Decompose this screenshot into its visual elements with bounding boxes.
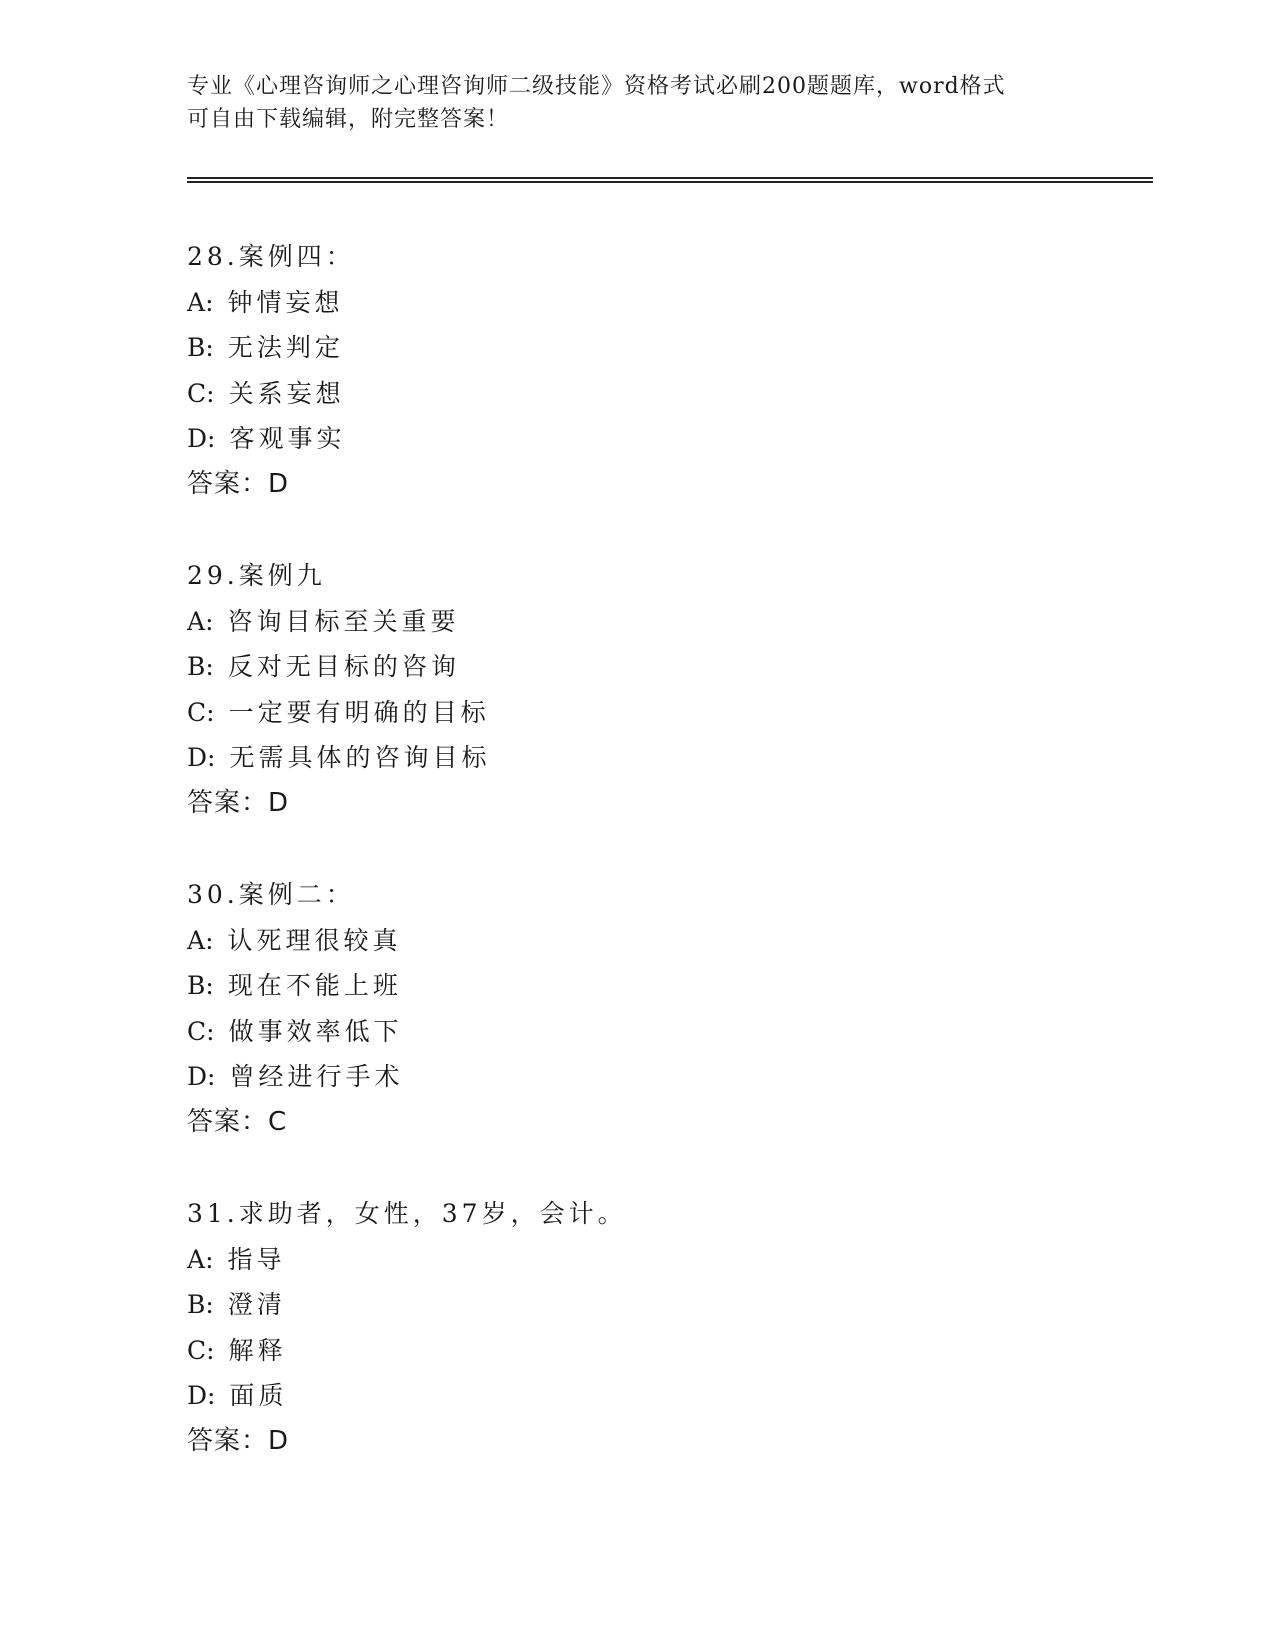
- option-separator: :: [205, 652, 214, 681]
- option-text: 面质: [229, 1381, 288, 1410]
- option-c: [187, 690, 1087, 736]
- option-letter: B: [187, 652, 206, 681]
- question-stem: [187, 234, 1087, 280]
- option-text: 现在不能上班: [227, 971, 402, 1000]
- question-number: 31.: [187, 1199, 239, 1228]
- option-separator: :: [207, 1381, 216, 1410]
- option-letter: D: [187, 1062, 208, 1091]
- option-letter: D: [187, 424, 208, 453]
- option-a: [187, 599, 1087, 645]
- answer-line: [187, 462, 1087, 508]
- option-a: [187, 1237, 1087, 1283]
- option-letter: D: [187, 743, 208, 772]
- answer-line: [187, 1419, 1087, 1465]
- option-d: [187, 1373, 1087, 1419]
- option-letter: B: [187, 1290, 206, 1319]
- answer-label: 答案：: [187, 1106, 269, 1137]
- question-31: [187, 1191, 1087, 1464]
- question-number: 30.: [187, 880, 239, 909]
- option-d: [187, 1054, 1087, 1100]
- option-text: 认死理很较真: [227, 925, 402, 955]
- option-letter: A: [187, 287, 206, 317]
- option-separator: :: [207, 743, 216, 772]
- option-separator: :: [207, 424, 216, 453]
- option-letter: B: [187, 333, 206, 362]
- answer-value: D: [268, 1425, 290, 1456]
- question-text: 案例二：: [238, 880, 355, 909]
- answer-value: D: [268, 468, 290, 499]
- question-text: 求助者，女性，37岁，会计。: [238, 1199, 627, 1228]
- option-c: [187, 1328, 1087, 1374]
- answer-label: 答案：: [187, 1425, 269, 1456]
- question-stem: [187, 553, 1087, 599]
- option-a: [187, 280, 1087, 326]
- option-letter: A: [187, 1244, 206, 1274]
- question-30: [187, 872, 1087, 1145]
- option-letter: C: [187, 1335, 207, 1365]
- question-stem: [187, 1191, 1087, 1237]
- option-c: [187, 1009, 1087, 1055]
- option-separator: :: [205, 1290, 214, 1319]
- answer-label: 答案：: [187, 787, 269, 818]
- option-separator: :: [205, 971, 214, 1000]
- header-divider-top: [187, 177, 1153, 179]
- option-separator: :: [206, 1335, 215, 1365]
- option-d: [187, 735, 1087, 781]
- question-29: [187, 553, 1087, 826]
- option-text: 钟情妄想: [227, 287, 344, 317]
- answer-line: [187, 781, 1087, 827]
- option-text: 解释: [228, 1335, 287, 1365]
- option-c: [187, 371, 1087, 417]
- option-b: [187, 325, 1087, 371]
- option-separator: :: [205, 925, 214, 955]
- option-letter: C: [187, 378, 207, 408]
- option-separator: :: [207, 1062, 216, 1091]
- option-b: [187, 644, 1087, 690]
- answer-line: [187, 1100, 1087, 1146]
- option-separator: :: [205, 333, 214, 362]
- option-text: 无需具体的咨询目标: [229, 743, 491, 772]
- option-b: [187, 963, 1087, 1009]
- question-stem: [187, 872, 1087, 918]
- question-text: 案例四：: [238, 242, 355, 271]
- option-text: 一定要有明确的目标: [228, 697, 490, 727]
- option-letter: C: [187, 697, 207, 727]
- answer-value: D: [268, 787, 290, 818]
- question-28: [187, 234, 1087, 507]
- option-separator: :: [205, 606, 214, 636]
- question-text: 案例九: [238, 561, 326, 590]
- option-text: 关系妄想: [228, 378, 345, 408]
- option-separator: :: [206, 378, 215, 408]
- option-text: 咨询目标至关重要: [227, 606, 460, 636]
- option-text: 曾经进行手术: [229, 1062, 404, 1091]
- option-letter: A: [187, 606, 206, 636]
- option-text: 做事效率低下: [228, 1016, 403, 1046]
- answer-label: 答案：: [187, 468, 269, 499]
- option-text: 客观事实: [229, 424, 346, 453]
- option-separator: :: [205, 1244, 214, 1274]
- document-header: [187, 70, 1087, 136]
- header-line-1: 专业《心理咨询师之心理咨询师二级技能》资格考试必刷200题题库，word格式: [187, 74, 1006, 99]
- option-text: 无法判定: [227, 333, 344, 362]
- option-text: 指导: [227, 1244, 286, 1274]
- question-number: 28.: [187, 242, 239, 271]
- option-letter: D: [187, 1381, 208, 1410]
- header-line-2: 可自由下载编辑，附完整答案！: [187, 107, 510, 132]
- option-a: [187, 918, 1087, 964]
- option-letter: C: [187, 1016, 207, 1046]
- option-letter: A: [187, 925, 206, 955]
- option-text: 澄清: [227, 1290, 286, 1319]
- option-text: 反对无目标的咨询: [227, 652, 460, 681]
- option-separator: :: [206, 1016, 215, 1046]
- option-d: [187, 416, 1087, 462]
- option-separator: :: [206, 697, 215, 727]
- question-number: 29.: [187, 561, 239, 590]
- answer-value: C: [268, 1106, 288, 1137]
- header-divider-bottom: [187, 181, 1153, 183]
- option-separator: :: [205, 287, 214, 317]
- option-letter: B: [187, 971, 206, 1000]
- option-b: [187, 1282, 1087, 1328]
